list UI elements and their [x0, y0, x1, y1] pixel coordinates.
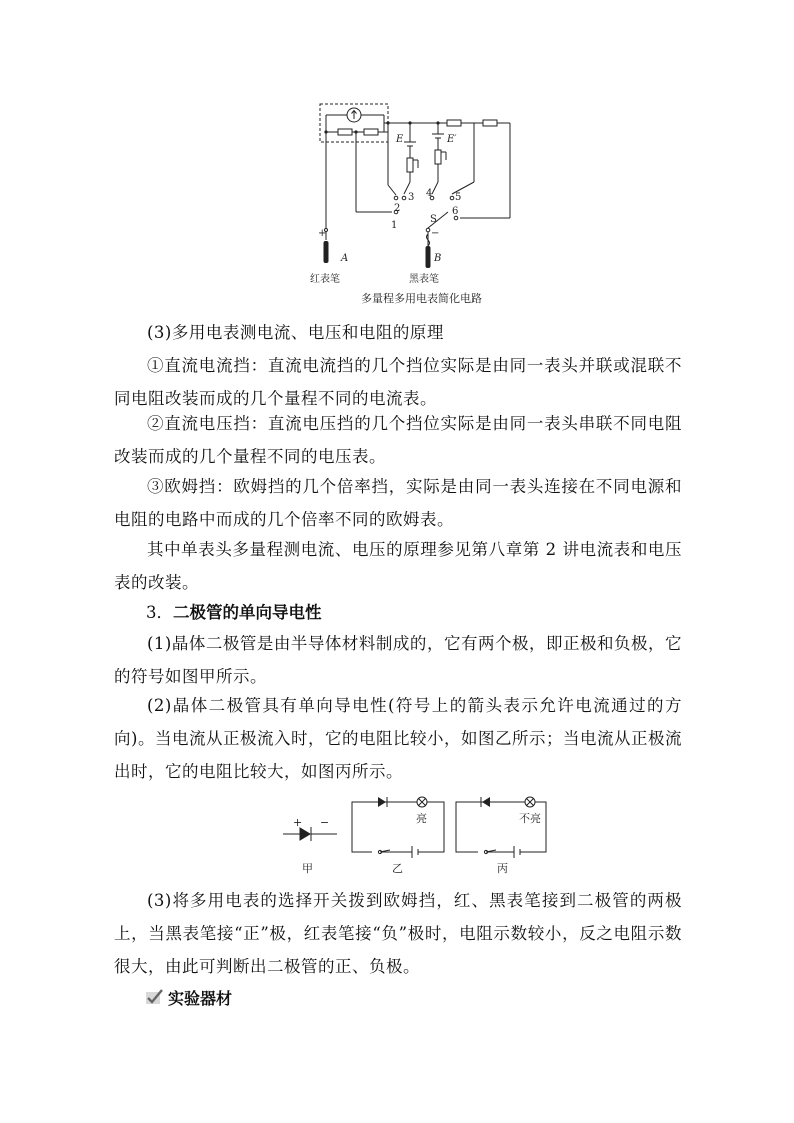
label-jia: 甲: [302, 862, 313, 875]
diode-plus-label: +: [293, 816, 303, 829]
label-yi: 乙: [392, 862, 403, 875]
label-bing: 丙: [497, 862, 508, 875]
label-E-prime: E′: [447, 134, 457, 145]
label-plus: +: [318, 228, 327, 239]
label-minus: −: [431, 228, 440, 239]
paragraph-diode-1: (1)晶体二极管是由半导体材料制成的，它有两个极，即正极和负极，它的符号如图甲所示。: [114, 634, 682, 686]
label-terminal-6: 6: [452, 206, 459, 217]
label-terminal-4: 4: [426, 188, 433, 199]
paragraph-diode-3: (3)将多用电表的选择开关拨到欧姆挡，红、黑表笔接到二极管的两极上，当黑表笔接“正”极，红表笔接“负”极时，电阻示数较小，反之电阻示数很大，由此可判断出二极管的正、负极。: [114, 891, 682, 976]
label-buliang: 不亮: [519, 812, 541, 825]
paragraph-ohm: ③欧姆挡：欧姆挡的几个倍率挡，实际是由同一表头连接在不同电源和电阻的电路中而成的几个倍率不同的欧姆表。: [114, 477, 682, 529]
label-liang: 亮: [416, 812, 427, 825]
subheading-experiment-materials: [146, 982, 232, 1012]
paragraph-note: 其中单表头多量程测电流、电压的原理参见第八章第 2 讲电流表和电压表的改装。: [114, 540, 682, 592]
section-title: 二极管的单向导电性: [173, 603, 322, 622]
label-S: S: [430, 214, 437, 225]
paragraph-dc-voltage: ②直流电压挡：直流电压挡的几个挡位实际是由同一表头串联不同电阻改装而成的几个量程不同的电压表。: [114, 414, 682, 466]
paragraph-principle-title: (3)多用电表测电流、电压和电阻的原理: [147, 323, 444, 342]
label-terminal-1: 1: [391, 220, 398, 231]
label-terminal-5: 5: [455, 192, 462, 203]
circuit-caption: 多量程多用电表简化电路: [361, 292, 482, 305]
check-icon: [146, 989, 164, 1005]
label-terminal-2: 2: [394, 203, 401, 214]
subheading-label: 实验器材: [168, 988, 233, 1008]
label-E: E: [396, 134, 404, 145]
label-B: B: [434, 253, 442, 264]
section-number: 3．: [146, 603, 173, 622]
label-black-probe: 黑表笔: [409, 274, 439, 285]
paragraph-diode-2: (2)晶体二极管具有单向导电性(符号上的箭头表示允许电流通过的方向)。当电流从正极流入时，它的电阻比较小，如图乙所示；当电流从正极流出时，它的电阻比较大，如图丙所示。: [114, 696, 682, 781]
paragraph-dc-current: ①直流电流挡：直流电流挡的几个挡位实际是由同一表头并联或混联不同电阻改装而成的几个量程不同的电流表。: [114, 356, 682, 408]
label-A: A: [341, 253, 349, 264]
diode-minus-label: −: [320, 816, 330, 829]
label-terminal-3: 3: [408, 192, 415, 203]
label-red-probe: 红表笔: [310, 274, 340, 285]
